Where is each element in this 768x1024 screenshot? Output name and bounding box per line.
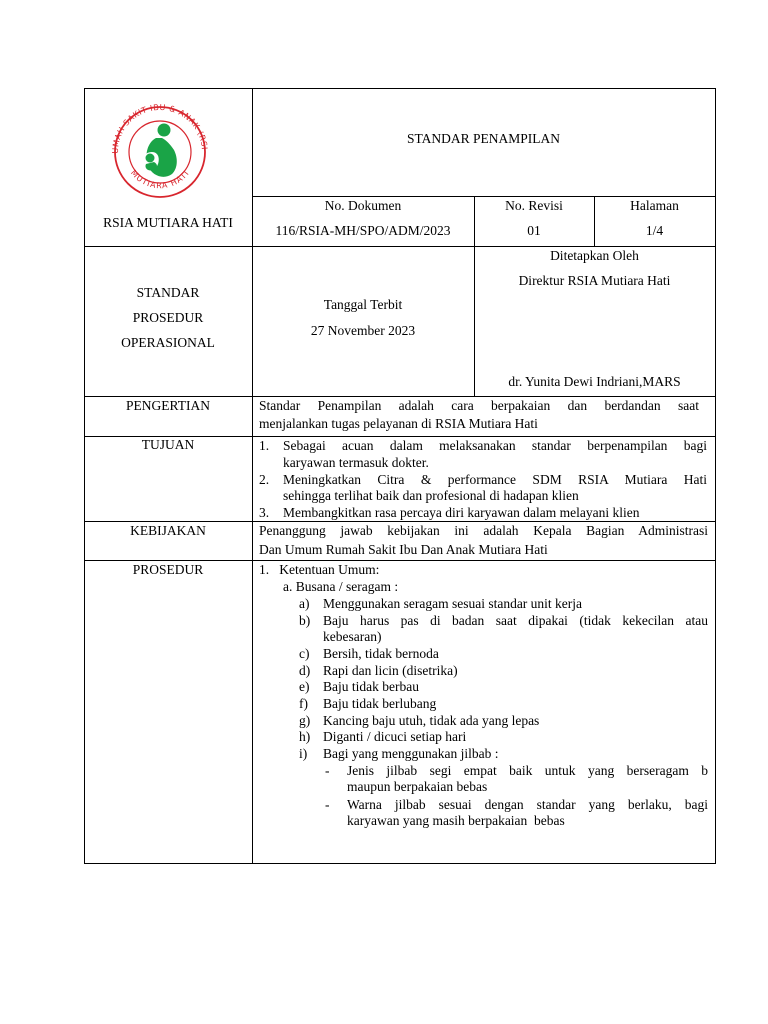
point-key: h) — [299, 729, 311, 744]
revision-label: No. Revisi — [505, 198, 563, 213]
approved-by-title: Direktur RSIA Mutiara Hati — [518, 273, 671, 288]
kebijakan-text-line-1: Penanggung jawab kebijakan ini adalah Kepala Bagian Administrasi — [259, 523, 708, 538]
point-key: c) — [299, 646, 310, 661]
point-key: f) — [299, 696, 308, 711]
kebijakan-text-line-2: Dan Umum Rumah Sakit Ibu Dan Anak Mutiara Hati — [259, 542, 548, 557]
dash-bullet: - — [325, 797, 330, 812]
spo-line-2: PROSEDUR — [132, 310, 204, 325]
spo-line-1: STANDAR — [136, 285, 200, 300]
tujuan-label: TUJUAN — [141, 437, 195, 452]
point-text: Kancing baju utuh, tidak ada yang lepas — [323, 713, 540, 728]
tujuan-item-line-1: Meningkatkan Citra & performance SDM RSIA Mutiara Hati — [283, 472, 707, 487]
hospital-name: RSIA MUTIARA HATI — [103, 215, 233, 230]
issue-date: 27 November 2023 — [310, 323, 416, 338]
point-text: Baju tidak berbau — [323, 679, 419, 694]
dash-text-cont: maupun berpakaian bebas — [347, 779, 488, 794]
approved-by-label: Ditetapkan Oleh — [550, 248, 639, 263]
point-text: Diganti / dicuci setiap hari — [323, 729, 467, 744]
page-label: Halaman — [630, 198, 679, 213]
prosedur-item-1: 1. Ketentuan Umum: — [259, 562, 380, 577]
hospital-logo — [104, 102, 216, 198]
tujuan-item-line-1: Membangkitkan rasa percaya diri karyawan dalam melayani klien — [283, 505, 640, 520]
point-key: e) — [299, 679, 310, 694]
revision-value: 01 — [527, 223, 541, 238]
point-text: Rapi dan licin (disetrika) — [323, 663, 458, 678]
document-title: STANDAR PENAMPILAN — [406, 131, 561, 146]
doc-no-label: No. Dokumen — [324, 198, 402, 213]
pengertian-text-line-2: menjalankan tugas pelayanan di RSIA Mutiara Hati — [259, 416, 538, 431]
point-key: g) — [299, 713, 311, 728]
svg-text:RUMAH SAKIT IBU & ANAK (RSIA): UMAH SAKIT IBU & ANAK (RSI — [110, 102, 209, 154]
point-key: d) — [299, 663, 311, 678]
tujuan-number: 3. — [259, 505, 270, 520]
hospital-logo-icon — [104, 102, 216, 198]
doc-no-value: 116/RSIA-MH/SPO/ADM/2023 — [275, 223, 451, 238]
dash-text: Jenis jilbab segi empat baik untuk yang berseragam b — [347, 763, 708, 778]
kebijakan-label: KEBIJAKAN — [130, 523, 206, 538]
page-value: 1/4 — [645, 223, 664, 238]
pengertian-label: PENGERTIAN — [126, 398, 210, 413]
pengertian-text-line-1: Standar Penampilan adalah cara berpakaian dan berdandan saat — [259, 398, 699, 413]
tujuan-item-line-2: sehingga terlihat baik dan profesional di hadapan klien — [283, 488, 579, 503]
point-text: Menggunakan seragam sesuai standar unit kerja — [323, 596, 583, 611]
point-text: Bagi yang menggunakan jilbab : — [323, 746, 499, 761]
point-key: i) — [299, 746, 308, 761]
prosedur-label: PROSEDUR — [132, 562, 204, 577]
point-key: a) — [299, 596, 310, 611]
dash-bullet: - — [325, 763, 330, 778]
issue-date-label: Tanggal Terbit — [323, 297, 403, 312]
point-text: Bersih, tidak bernoda — [323, 646, 439, 661]
point-key: b) — [299, 613, 311, 628]
dash-text: Warna jilbab sesuai dengan standar yang berlaku, bagi — [347, 797, 708, 812]
tujuan-number: 1. — [259, 438, 270, 453]
tujuan-number: 2. — [259, 472, 270, 487]
dash-text-cont: karyawan yang masih berpakaian bebas — [347, 813, 565, 828]
spo-line-3: OPERASIONAL — [121, 335, 215, 350]
approver-name: dr. Yunita Dewi Indriani,MARS — [508, 374, 681, 389]
svg-text:MUTIARA HATI: MUTIARA HATI — [128, 168, 192, 191]
tujuan-item-line-1: Sebagai acuan dalam melaksanakan standar berpenampilan bagi — [283, 438, 707, 453]
point-text: Baju harus pas di badan saat dipakai (tidak kekecilan atau — [323, 613, 708, 628]
point-text-cont: kebesaran) — [323, 629, 382, 644]
prosedur-sub-a: a. Busana / seragam : — [283, 579, 399, 594]
tujuan-item-line-2: karyawan termasuk dokter. — [283, 455, 429, 470]
point-text: Baju tidak berlubang — [323, 696, 437, 711]
